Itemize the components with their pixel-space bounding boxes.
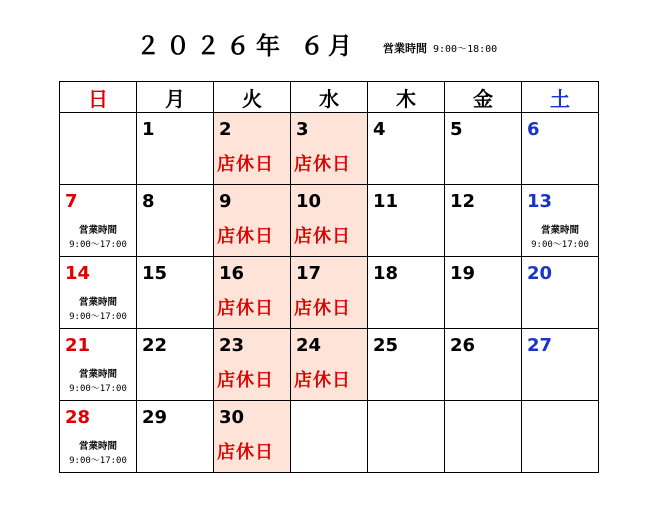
day-cell [291, 329, 368, 401]
day-cell [137, 257, 214, 329]
weekday-header-sunday: 日 [60, 82, 137, 113]
day-number: 27 [527, 335, 553, 356]
day-hours-label: 営業時間 [78, 297, 117, 308]
day-cell [137, 185, 214, 257]
day-number: 25 [373, 335, 399, 356]
day-cell [214, 113, 291, 185]
day-number: 16 [219, 263, 245, 284]
day-hours-value: 9:00～17:00 [531, 240, 589, 250]
week-row [60, 257, 599, 329]
closed-day-label: 店休日 [294, 298, 351, 319]
day-number: 19 [450, 263, 476, 284]
day-cell [214, 257, 291, 329]
day-number: 11 [373, 191, 399, 212]
day-cell [445, 113, 522, 185]
calendar-grid [59, 81, 599, 473]
day-cell [368, 113, 445, 185]
day-cell [137, 401, 214, 473]
day-cell [214, 401, 291, 473]
day-number: 1 [142, 119, 155, 140]
closed-day-label: 店休日 [217, 442, 274, 463]
day-hours-label: 営業時間 [78, 441, 117, 452]
day-cell [368, 185, 445, 257]
day-number: 2 [219, 119, 232, 140]
day-cell [214, 185, 291, 257]
day-cell [522, 257, 599, 329]
closed-day-label: 店休日 [294, 226, 351, 247]
day-hours-value: 9:00～17:00 [69, 456, 127, 466]
year-title: ２０２６年 [136, 32, 286, 60]
day-cell [60, 401, 137, 473]
day-cell [137, 113, 214, 185]
day-hours-label: 営業時間 [540, 225, 579, 236]
day-hours-value: 9:00～17:00 [69, 240, 127, 250]
day-number: 9 [219, 191, 232, 212]
day-hours-note [60, 439, 136, 469]
empty-day-cell [368, 401, 445, 473]
day-cell [445, 185, 522, 257]
day-number: 4 [373, 119, 386, 140]
weekday-header-wednesday: 水 [291, 82, 368, 113]
day-cell [291, 113, 368, 185]
closed-day-label: 店休日 [217, 154, 274, 175]
day-number: 17 [296, 263, 322, 284]
day-cell [214, 329, 291, 401]
day-cell [60, 185, 137, 257]
day-number: 23 [219, 335, 245, 356]
day-number: 26 [450, 335, 476, 356]
day-number: 6 [527, 119, 540, 140]
day-number: 5 [450, 119, 463, 140]
day-cell [368, 329, 445, 401]
closed-day-label: 店休日 [217, 298, 274, 319]
day-hours-note [60, 367, 136, 397]
weekday-header-monday: 月 [137, 82, 214, 113]
week-row [60, 113, 599, 185]
day-number: 15 [142, 263, 168, 284]
closed-day-label: 店休日 [294, 370, 351, 391]
day-number: 14 [65, 263, 91, 284]
day-hours-note [60, 295, 136, 325]
day-number: 10 [296, 191, 322, 212]
business-hours-value: 9:00～18:00 [433, 44, 498, 55]
day-number: 30 [219, 407, 245, 428]
empty-day-cell [522, 401, 599, 473]
day-hours-value: 9:00～17:00 [69, 384, 127, 394]
day-cell [60, 257, 137, 329]
day-number: 28 [65, 407, 91, 428]
weekday-header-thursday: 木 [368, 82, 445, 113]
empty-day-cell [445, 401, 522, 473]
day-number: 24 [296, 335, 322, 356]
day-number: 20 [527, 263, 553, 284]
day-hours-label: 営業時間 [78, 369, 117, 380]
calendar-header [0, 0, 663, 80]
weekday-header-saturday: 土 [522, 82, 599, 113]
day-number: 29 [142, 407, 168, 428]
day-hours-label: 営業時間 [78, 225, 117, 236]
day-cell [522, 329, 599, 401]
day-hours-note [522, 223, 598, 253]
day-cell [445, 257, 522, 329]
day-cell [445, 329, 522, 401]
week-row [60, 329, 599, 401]
closed-day-label: 店休日 [217, 226, 274, 247]
day-number: 22 [142, 335, 168, 356]
week-row [60, 185, 599, 257]
weekday-header-friday: 金 [445, 82, 522, 113]
business-hours-label: 営業時間 [383, 42, 427, 55]
day-cell [291, 257, 368, 329]
closed-day-label: 店休日 [294, 154, 351, 175]
day-number: 13 [527, 191, 553, 212]
day-number: 21 [65, 335, 91, 356]
closed-day-label: 店休日 [217, 370, 274, 391]
empty-day-cell [291, 401, 368, 473]
day-number: 8 [142, 191, 155, 212]
empty-day-cell [60, 113, 137, 185]
day-cell [137, 329, 214, 401]
day-number: 18 [373, 263, 399, 284]
weekday-header-row [60, 82, 599, 113]
business-hours-note [383, 40, 497, 56]
day-hours-note [60, 223, 136, 253]
calendar-body [60, 113, 599, 473]
day-number: 12 [450, 191, 476, 212]
day-cell [522, 113, 599, 185]
month-title: ６月 [300, 32, 356, 60]
weekday-header-tuesday: 火 [214, 82, 291, 113]
day-cell [60, 329, 137, 401]
day-cell [522, 185, 599, 257]
day-number: 7 [65, 191, 78, 212]
week-row [60, 401, 599, 473]
day-hours-value: 9:00～17:00 [69, 312, 127, 322]
day-cell [291, 185, 368, 257]
day-cell [368, 257, 445, 329]
day-number: 3 [296, 119, 309, 140]
